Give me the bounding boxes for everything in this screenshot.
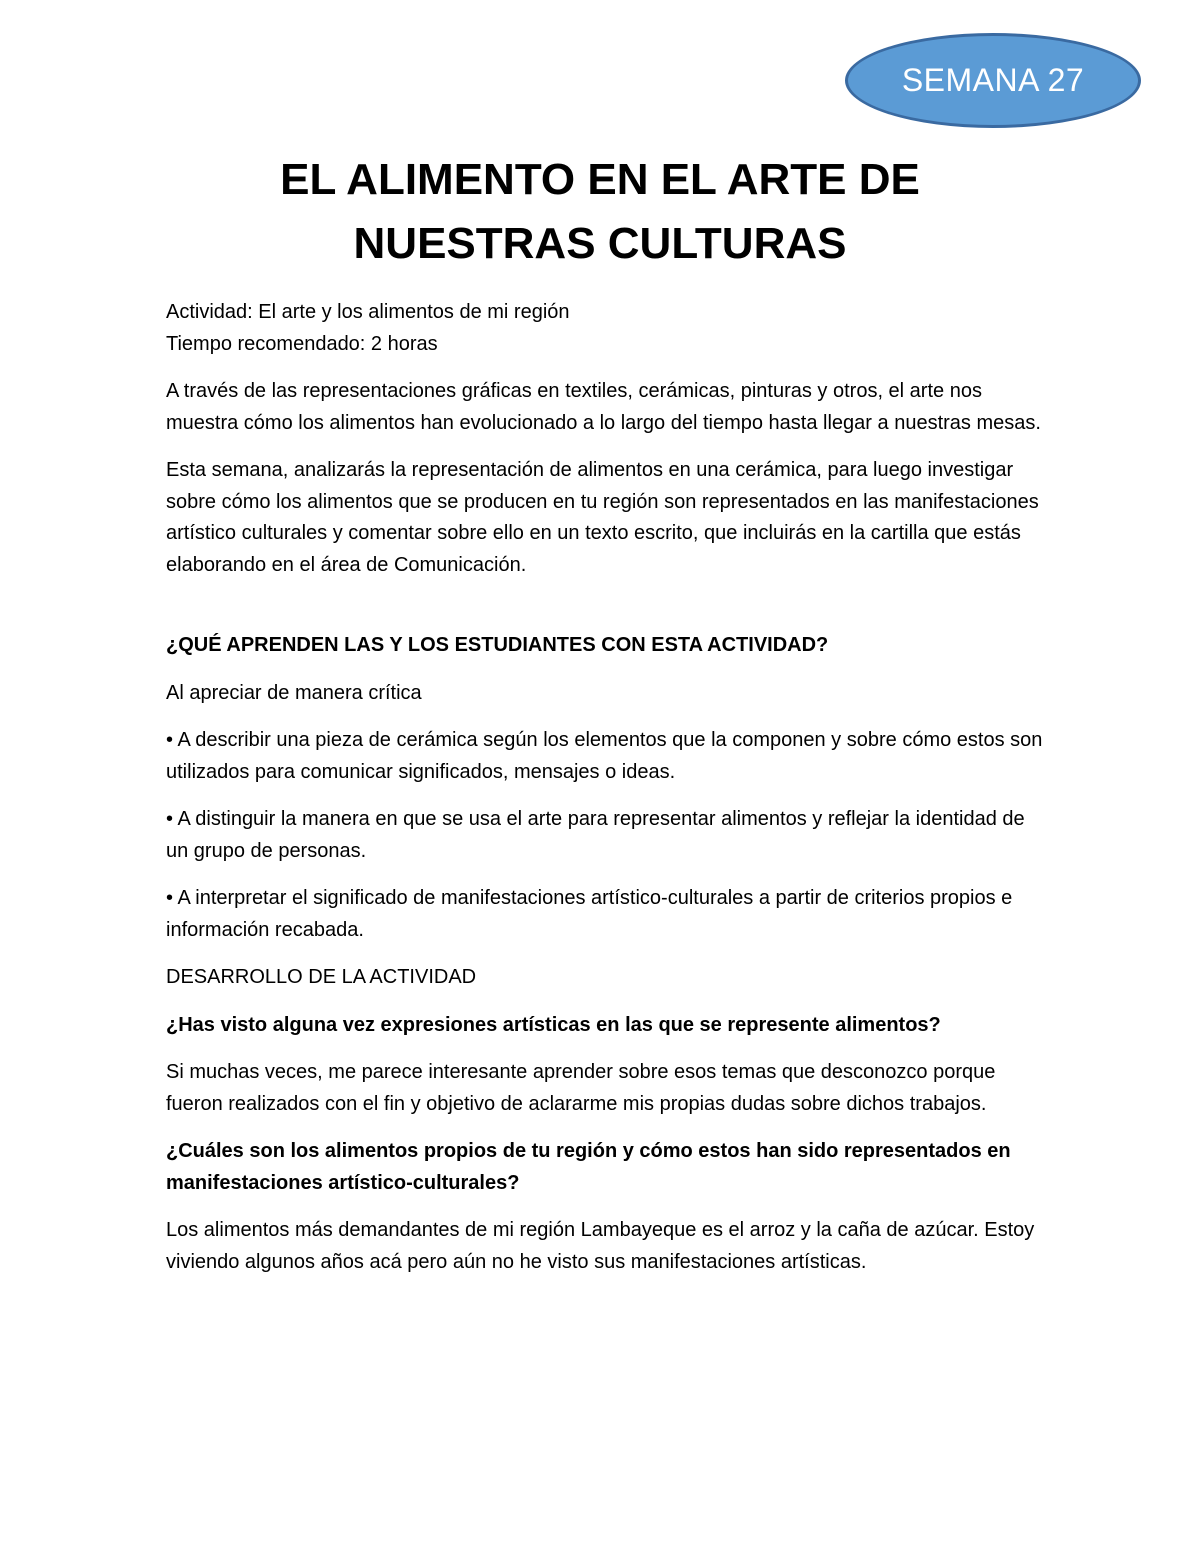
page-title-line-2: NUESTRAS CULTURAS [353,219,847,268]
question-2: ¿Cuáles son los alimentos propios de tu región y cómo estos han sido representados en manifestaciones artístico-culturales? [166,1140,1011,1194]
page-title [0,148,1200,276]
activity-name: Actividad: El arte y los alimentos de mi región [166,301,570,323]
question-1: ¿Has visto alguna vez expresiones artísticas en las que se represente alimentos? [166,1013,941,1036]
recommended-time: Tiempo recomendado: 2 horas [166,332,438,355]
learning-bullet-3: • A interpretar el significado de manifestaciones artístico-culturales a partir de criterios propios e información recabada. [166,887,1013,941]
week-badge [845,33,1141,128]
learning-heading: ¿QUÉ APRENDEN LAS Y LOS ESTUDIANTES CON ESTA ACTIVIDAD? [166,634,829,656]
development-heading: DESARROLLO DE LA ACTIVIDAD [166,966,477,988]
answer-2: Los alimentos más demandantes de mi región Lambayeque es el arroz y la caña de azúcar. Estoy viviendo algunos años acá pero aún no he visto sus manifestaciones artísticas. [166,1219,1035,1273]
intro-paragraph-2: Esta semana, analizarás la representación de alimentos en una cerámica, para luego investigar sobre cómo los alimentos que se producen en tu región son representados en las manifestaciones artístico culturales y comentar sobre ello en un texto escrito, que incluirás en la cartilla que estás elaborando en el área de Comunicación. [166,459,1039,576]
answer-1: Si muchas veces, me parece interesante aprender sobre esos temas que desconozco porque fueron realizados con el fin y objetivo de aclararme mis propias dudas sobre dichos trabajos. [166,1061,996,1115]
learning-bullet-1: • A describir una pieza de cerámica según los elementos que la componen y sobre cómo estos son utilizados para comunicar significados, mensajes o ideas. [166,729,1043,783]
week-badge-label: SEMANA 27 [901,62,1085,98]
learning-bullet-2: • A distinguir la manera en que se usa el arte para representar alimentos y reflejar la identidad de un grupo de personas. [166,808,1025,862]
document-body [166,297,1046,1294]
intro-paragraph-1: A través de las representaciones gráficas en textiles, cerámicas, pinturas y otros, el arte nos muestra cómo los alimentos han evolucionado a lo largo del tiempo hasta llegar a nuestras mesas. [166,380,1041,434]
page-title-line-1: EL ALIMENTO EN EL ARTE DE [280,155,920,204]
learning-lead: Al apreciar de manera crítica [166,681,422,704]
